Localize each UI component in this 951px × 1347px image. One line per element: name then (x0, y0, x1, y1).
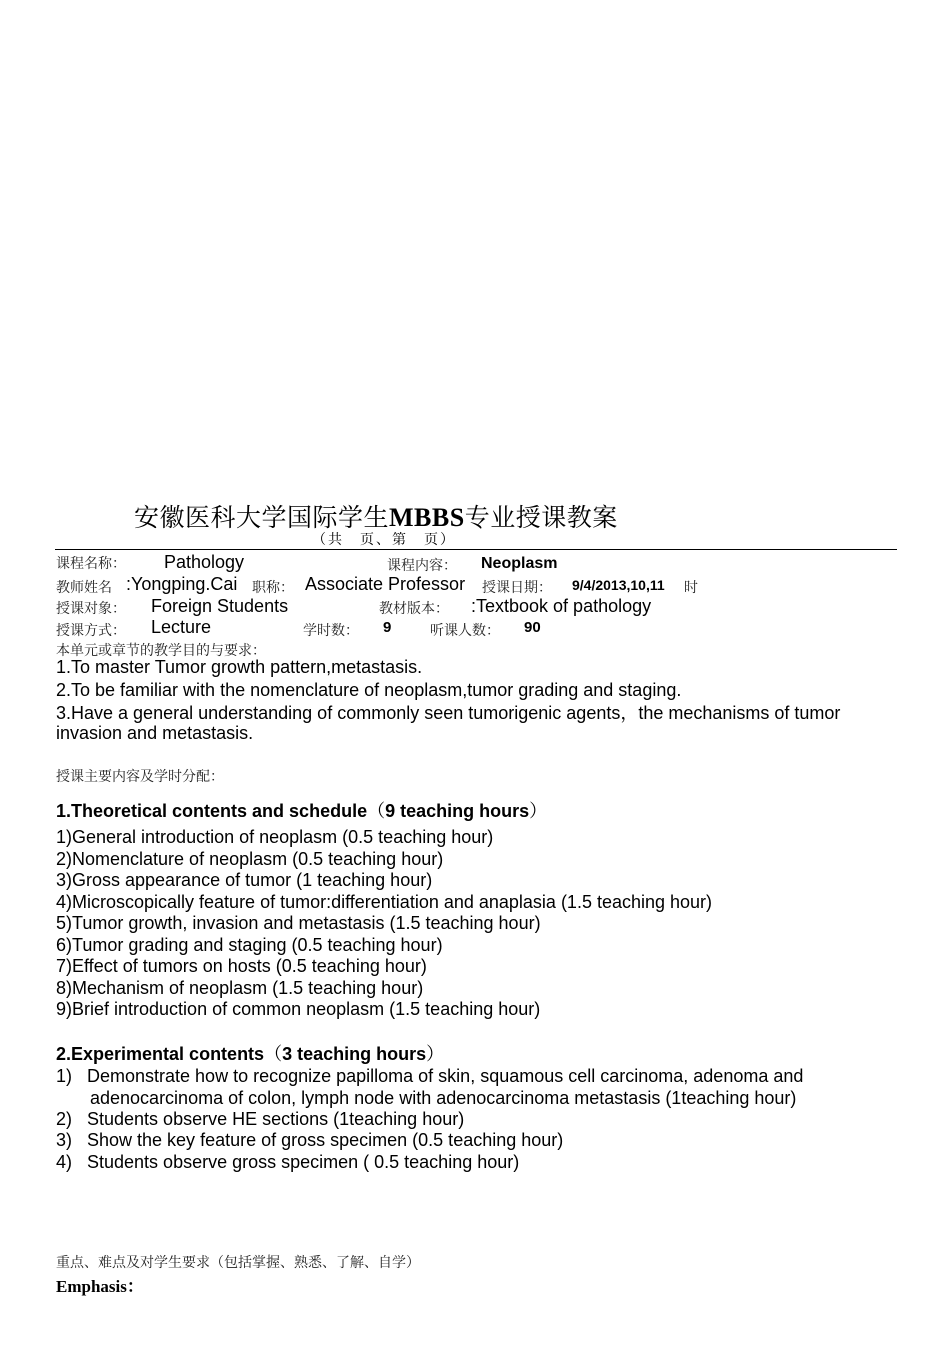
theory-item: 1)General introduction of neoplasm (0.5 teaching hour) (56, 827, 494, 847)
hours-value: 9 (383, 619, 392, 636)
experiment-item-number: 1) (56, 1066, 73, 1086)
course-info-row (56, 553, 126, 573)
theory-item: 2)Nomenclature of neoplasm (0.5 teaching hour) (56, 849, 444, 869)
experiment-heading-open-paren: （ (264, 1044, 283, 1065)
title-cn-after: 专业授课教案 (464, 503, 618, 532)
experiment-item-text: Demonstrate how to recognize papilloma of skin, squamous cell carcinoma, adenoma and (87, 1066, 804, 1086)
date-value: 9/4/2013,10,11 (572, 577, 665, 593)
schedule-heading: 授课主要内容及学时分配： (56, 769, 224, 785)
listeners-value: 90 (524, 619, 541, 636)
course-content-label: 课程内容： (387, 558, 457, 574)
date-label: 授课日期： (482, 580, 552, 596)
objective-item: 1.To master Tumor growth pattern,metastasis. (56, 657, 423, 677)
textbook-value: :Textbook of pathology (471, 596, 652, 616)
theory-heading-open-paren: （ (367, 801, 386, 822)
experiment-heading (56, 1044, 444, 1066)
professional-title-label: 职称： (252, 580, 294, 596)
theory-heading-hours: 9 teaching hours (385, 801, 530, 821)
experiment-item-text-continued: adenocarcinoma of colon, lymph node with adenocarcinoma metastasis (1teaching hour) (90, 1088, 797, 1108)
experiment-item-number: 3) (56, 1130, 73, 1150)
experiment-heading-hours: 3 teaching hours (282, 1044, 427, 1064)
audience-value: Foreign Students (151, 596, 289, 616)
title-mbbs: MBBS (389, 503, 465, 532)
teacher-value: :Yongping.Cai (126, 574, 238, 594)
objective-item-continued: invasion and metastasis. (56, 723, 254, 743)
emphasis-section-heading: 重点、难点及对学生要求（包括掌握、熟悉、了解、自学） (56, 1255, 420, 1271)
method-value: Lecture (151, 617, 212, 637)
hours-label: 学时数： (303, 623, 359, 639)
theory-heading-text: 1.Theoretical contents and schedule (56, 801, 368, 821)
experiment-item-number: 2) (56, 1109, 73, 1129)
course-name-value: Pathology (164, 552, 245, 572)
objective-item: 2.To be familiar with the nomenclature of neoplasm,tumor grading and staging. (56, 680, 682, 700)
audience-label: 授课对象： (56, 601, 126, 617)
title-divider (55, 549, 897, 550)
listeners-label: 听课人数： (430, 623, 500, 639)
theory-item: 8)Mechanism of neoplasm (1.5 teaching hour) (56, 978, 424, 998)
experiment-item-text: Students observe gross specimen ( 0.5 teaching hour) (87, 1152, 520, 1172)
experiment-item-text: Students observe HE sections (1teaching hour) (87, 1109, 465, 1129)
theory-item: 7)Effect of tumors on hosts (0.5 teaching hour) (56, 956, 427, 976)
experiment-heading-text: 2.Experimental contents (56, 1044, 265, 1064)
objective-item: 3.Have a general understanding of commonly seen tumorigenic agents，the mechanisms of tumor (56, 703, 841, 723)
objectives-heading: 本单元或章节的教学目的与要求： (56, 643, 266, 659)
date-suffix: 时 (684, 580, 698, 596)
professional-title-value: Associate Professor (305, 574, 466, 594)
textbook-label: 教材版本： (379, 601, 449, 617)
theory-item: 9)Brief introduction of common neoplasm (1.5 teaching hour) (56, 999, 541, 1019)
method-label: 授课方式： (56, 623, 126, 639)
emphasis-label (56, 1272, 144, 1297)
page-count-subtitle: （共 页、第 页） (312, 532, 456, 548)
experiment-heading-close-paren: ） (426, 1044, 445, 1065)
theory-item: 3)Gross appearance of tumor (1 teaching hour) (56, 870, 433, 890)
course-content-value: Neoplasm (481, 555, 558, 572)
theory-heading (56, 801, 547, 823)
course-name-label: 课程名称： (56, 556, 126, 572)
theory-heading-close-paren: ） (529, 801, 548, 822)
theory-item: 5)Tumor growth, invasion and metastasis (1.5 teaching hour) (56, 913, 541, 933)
teacher-label: 教师姓名 (56, 580, 112, 596)
title-cn-before: 安徽医科大学国际学生 (134, 503, 390, 532)
emphasis-label-text: Emphasis (56, 1277, 127, 1296)
experiment-item-text: Show the key feature of gross specimen (0.5 teaching hour) (87, 1130, 564, 1150)
theory-item: 6)Tumor grading and staging (0.5 teaching hour) (56, 935, 443, 955)
theory-item: 4)Microscopically feature of tumor:differentiation and anaplasia (1.5 teaching hour) (56, 892, 713, 912)
experiment-item-number: 4) (56, 1152, 73, 1172)
emphasis-label-colon: ： (126, 1277, 144, 1296)
